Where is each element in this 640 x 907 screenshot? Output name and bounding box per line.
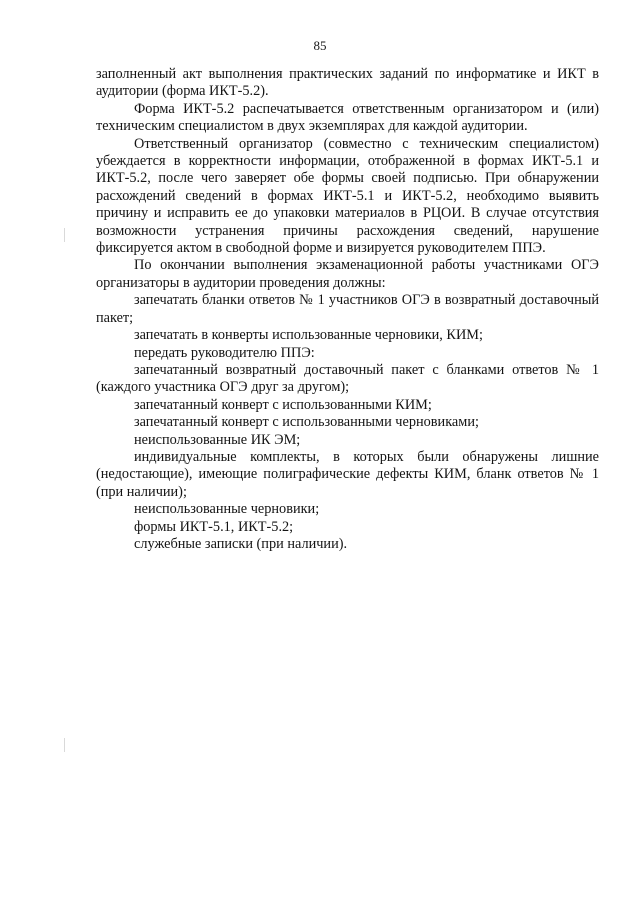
paragraph: неиспользованные ИК ЭМ; <box>134 431 301 448</box>
paragraph: По окончании выполнения экзаменационной работы участниками ОГЭ организаторы в аудитории проведения должны: <box>96 257 599 291</box>
paragraph: передать руководителю ППЭ: <box>134 344 315 361</box>
paragraph: запечатать бланки ответов № 1 участников ОГЭ в возвратный доставочный пакет; <box>96 292 599 326</box>
scan-mark <box>64 738 65 752</box>
page-number: 85 <box>313 38 327 53</box>
scan-mark <box>64 228 65 242</box>
paragraph: служебные записки (при наличии). <box>134 535 348 552</box>
paragraph: запечатанный конверт с использованными КИМ; <box>134 396 432 413</box>
paragraph: Форма ИКТ-5.2 распечатывается ответственным организатором и (или) техническим специалистом в двух экземплярах для каждой аудитории. <box>96 100 599 135</box>
paragraph: индивидуальные комплекты, в которых были обнаружены лишние (недостающие), имеющие полиграфические дефекты КИМ, бланк ответов № 1 (при наличии); <box>96 448 599 500</box>
paragraph: Ответственный организатор (совместно с техническим специалистом) убеждается в корректности информации, отображенной в формах ИКТ-5.1 и ИКТ-5.2, после чего заверяет обе формы своей подписью. При обнаружении расхождений сведений в формах ИКТ-5.1 и ИКТ-5.2, необходимо выявить причину и исправить ее до упаковки материалов в РЦОИ. В случае отсутствия возможности устранения причины расхождения сведений, нарушение фиксируется актом в свободной форме и визируется руководителем ППЭ. <box>96 135 599 257</box>
paragraph: запечатанный возвратный доставочный пакет с бланками ответов № 1 (каждого участника ОГЭ друг за другом); <box>96 361 599 396</box>
document-body <box>96 66 599 553</box>
paragraph: формы ИКТ-5.1, ИКТ-5.2; <box>134 518 294 535</box>
paragraph: запечатанный конверт с использованными черновиками; <box>134 414 479 431</box>
paragraph: запечатать в конверты использованные черновики, КИМ; <box>134 327 483 344</box>
paragraph: неиспользованные черновики; <box>134 501 320 518</box>
paragraph: заполненный акт выполнения практических заданий по информатике и ИКТ в аудитории (форма ИКТ-5.2). <box>96 66 599 100</box>
